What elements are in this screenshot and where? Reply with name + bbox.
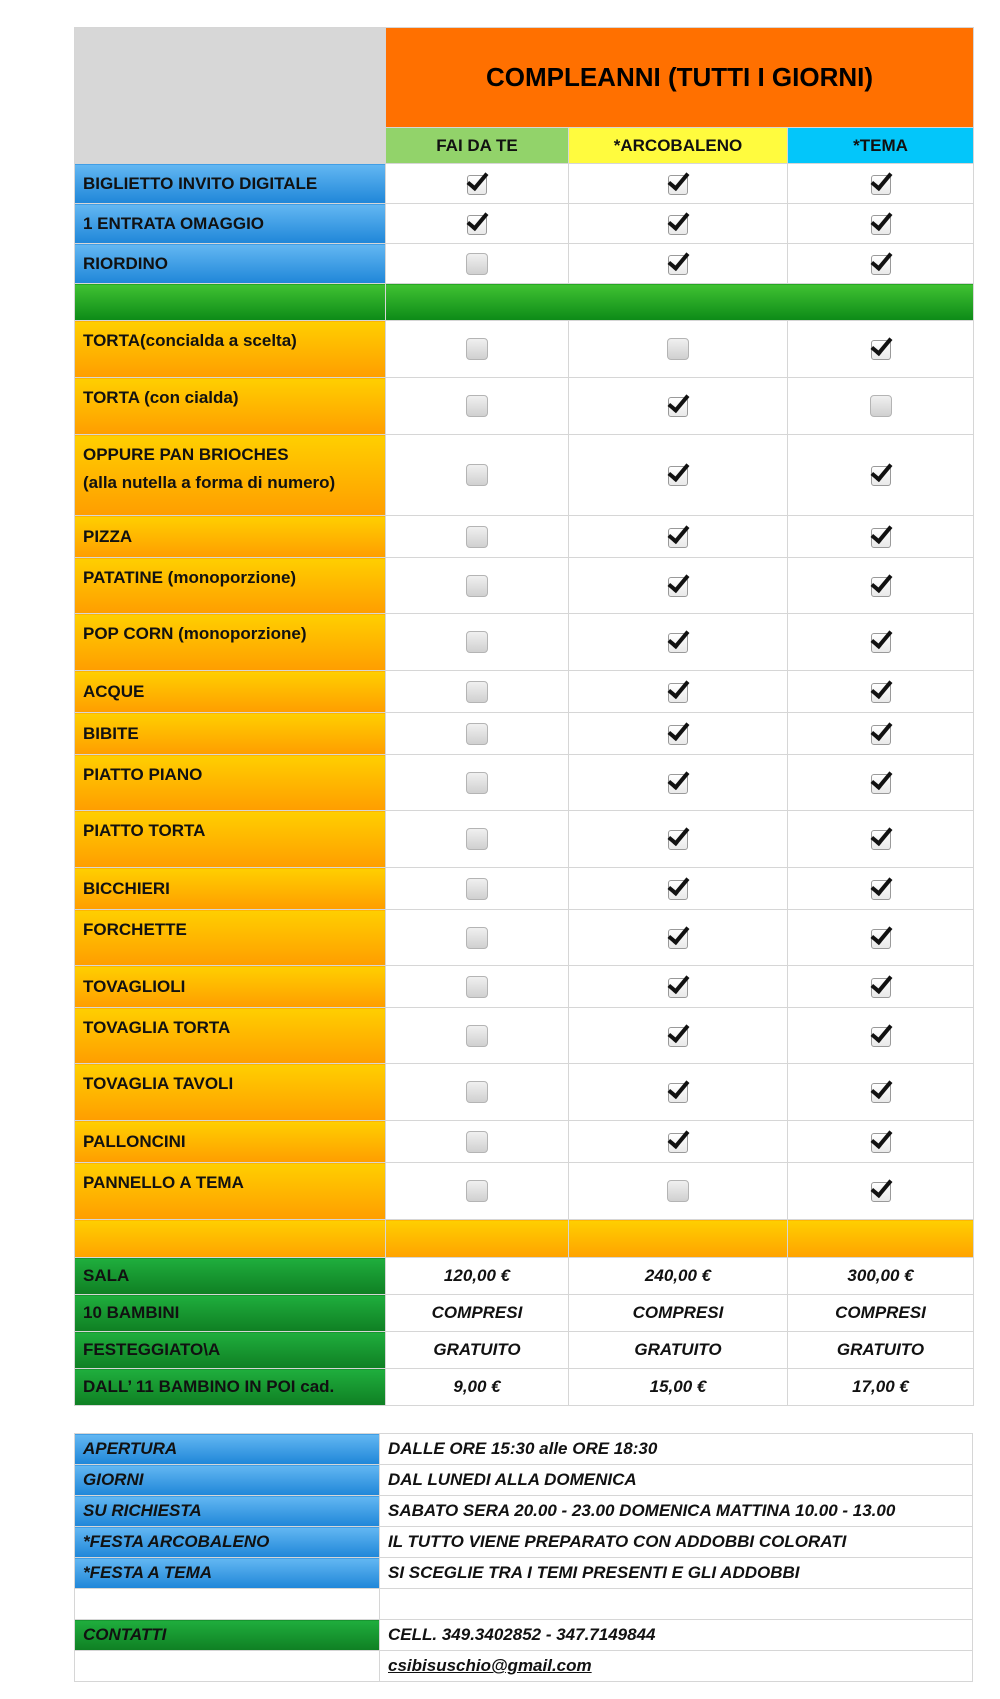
check-cell: [569, 204, 788, 244]
check-cell: [569, 378, 788, 435]
check-cell: [569, 868, 788, 910]
checkmark-icon[interactable]: [870, 464, 892, 486]
check-cell: [788, 671, 974, 713]
band-cell: [75, 284, 386, 321]
row-label: [75, 1064, 386, 1121]
check-cell: [788, 811, 974, 868]
check-cell: [386, 966, 569, 1008]
check-cell: [569, 713, 788, 755]
check-cell: [386, 1163, 569, 1220]
festa-arcobaleno-label: *FESTA ARCOBALENO: [75, 1527, 380, 1558]
check-cell: [569, 671, 788, 713]
band-cell: [386, 284, 974, 321]
check-cell: [788, 244, 974, 284]
table-row: [75, 378, 974, 435]
table-row: [75, 164, 974, 204]
empty-checkbox-icon[interactable]: [667, 338, 689, 360]
check-cell: [788, 1121, 974, 1163]
apertura-label: APERTURA: [75, 1434, 380, 1465]
checkmark-icon[interactable]: [870, 631, 892, 653]
row-label-text: POP CORN (monoporzione): [83, 624, 307, 643]
check-cell: [386, 321, 569, 378]
table-row: [75, 1163, 974, 1220]
row-label-text: TOVAGLIA TORTA: [83, 1018, 231, 1037]
checkmark-icon[interactable]: [870, 828, 892, 850]
checkmark-icon[interactable]: [870, 173, 892, 195]
price-value: 17,00 €: [788, 1369, 974, 1406]
empty-checkbox-icon[interactable]: [466, 927, 488, 949]
row-label: [75, 713, 386, 755]
giorni-value: DAL LUNEDI ALLA DOMENICA: [380, 1465, 973, 1496]
empty-checkbox-icon[interactable]: [466, 526, 488, 548]
row-label: [75, 671, 386, 713]
row-label-text: OPPURE PAN BRIOCHES: [83, 445, 289, 464]
pricing-table-container: [74, 27, 973, 1406]
band-cell: [569, 1220, 788, 1258]
check-cell: [386, 755, 569, 811]
empty-checkbox-icon[interactable]: [466, 253, 488, 275]
check-cell: [569, 1008, 788, 1064]
row-label-text: BICCHIERI: [83, 878, 170, 898]
checkmark-icon[interactable]: [667, 526, 689, 548]
check-cell: [569, 614, 788, 671]
price-row: [75, 1295, 974, 1332]
check-cell: [386, 558, 569, 614]
row-label: [75, 910, 386, 966]
check-cell: [569, 558, 788, 614]
row-label-text: PALLONCINI: [83, 1131, 186, 1151]
check-cell: [788, 868, 974, 910]
row-label: [75, 558, 386, 614]
empty-checkbox-icon[interactable]: [667, 1180, 689, 1202]
checkmark-icon[interactable]: [870, 575, 892, 597]
check-cell: [788, 204, 974, 244]
empty-checkbox-icon[interactable]: [466, 976, 488, 998]
check-cell: [569, 516, 788, 558]
info-table: [74, 1433, 973, 1682]
check-cell: [569, 755, 788, 811]
row-label: [75, 435, 386, 516]
table-row: [75, 204, 974, 244]
check-cell: [788, 1008, 974, 1064]
check-cell: [569, 1163, 788, 1220]
empty-checkbox-icon[interactable]: [466, 878, 488, 900]
table-row: [75, 614, 974, 671]
checkmark-icon[interactable]: [667, 681, 689, 703]
checkmark-icon[interactable]: [667, 1081, 689, 1103]
checkmark-icon[interactable]: [466, 213, 488, 235]
check-cell: [788, 1064, 974, 1121]
check-cell: [788, 516, 974, 558]
check-cell: [788, 321, 974, 378]
check-cell: [386, 713, 569, 755]
su-richiesta-label: SU RICHIESTA: [75, 1496, 380, 1527]
apertura-value: DALLE ORE 15:30 alle ORE 18:30: [380, 1434, 973, 1465]
checkmark-icon[interactable]: [667, 575, 689, 597]
check-cell: [569, 321, 788, 378]
price-label: FESTEGGIATO\A: [75, 1332, 386, 1369]
row-label-text: TOVAGLIOLI: [83, 976, 186, 996]
checkmark-icon[interactable]: [870, 723, 892, 745]
row-label-text: PIATTO PIANO: [83, 765, 203, 784]
checkmark-icon[interactable]: [667, 927, 689, 949]
su-richiesta-value: SABATO SERA 20.00 - 23.00 DOMENICA MATTINA 10.00 - 13.00: [380, 1496, 973, 1527]
check-cell: [386, 204, 569, 244]
row-label: [75, 516, 386, 558]
checkmark-icon[interactable]: [870, 253, 892, 275]
empty-checkbox-icon[interactable]: [466, 723, 488, 745]
row-label-text: PIATTO TORTA: [83, 821, 206, 840]
page-title: COMPLEANNI (TUTTI I GIORNI): [386, 28, 974, 128]
column-header-tema: *TEMA: [788, 128, 974, 164]
check-cell: [386, 244, 569, 284]
row-label: [75, 966, 386, 1008]
check-cell: [569, 164, 788, 204]
checkmark-icon[interactable]: [667, 723, 689, 745]
row-label-text: PATATINE (monoporzione): [83, 568, 297, 587]
table-row: [75, 435, 974, 516]
checkmark-icon[interactable]: [870, 772, 892, 794]
row-label-text: PIZZA: [83, 526, 133, 546]
row-label: [75, 378, 386, 435]
check-cell: [788, 558, 974, 614]
check-cell: [569, 244, 788, 284]
row-label: [75, 811, 386, 868]
row-label: [75, 755, 386, 811]
checkmark-icon[interactable]: [870, 976, 892, 998]
table-row: [75, 1064, 974, 1121]
contatti-label: CONTATTI: [75, 1620, 380, 1651]
table-row: [75, 713, 974, 755]
table-row: [75, 244, 974, 284]
empty-info-cell: [75, 1589, 380, 1620]
check-cell: [569, 910, 788, 966]
price-value: GRATUITO: [386, 1332, 569, 1369]
row-label-text: FORCHETTE: [83, 920, 187, 939]
band-cell: [788, 1220, 974, 1258]
row-label-text: PANNELLO A TEMA: [83, 1173, 244, 1192]
table-row: [75, 966, 974, 1008]
festa-arcobaleno-value: IL TUTTO VIENE PREPARATO CON ADDOBBI COLORATI: [380, 1527, 973, 1558]
checkmark-icon[interactable]: [667, 1131, 689, 1153]
checkmark-icon[interactable]: [466, 173, 488, 195]
column-header-arcobaleno: *ARCOBALENO: [569, 128, 788, 164]
checkmark-icon[interactable]: [667, 878, 689, 900]
empty-checkbox-icon[interactable]: [466, 395, 488, 417]
empty-checkbox-icon[interactable]: [466, 681, 488, 703]
column-header-fai-da-te: FAI DA TE: [386, 128, 569, 164]
empty-checkbox-icon[interactable]: [466, 828, 488, 850]
table-row: [75, 1121, 974, 1163]
row-label-subtext: (alla nutella a forma di numero): [83, 473, 336, 492]
row-label: [75, 614, 386, 671]
price-value: COMPRESI: [386, 1295, 569, 1332]
empty-checkbox-icon[interactable]: [466, 575, 488, 597]
empty-checkbox-icon[interactable]: [466, 338, 488, 360]
checkmark-icon[interactable]: [667, 253, 689, 275]
check-cell: [386, 910, 569, 966]
checkmark-icon[interactable]: [667, 828, 689, 850]
table-row: [75, 321, 974, 378]
price-label: 10 BAMBINI: [75, 1295, 386, 1332]
row-label-text: ACQUE: [83, 681, 145, 701]
check-cell: [569, 1064, 788, 1121]
contatti-value: CELL. 349.3402852 - 347.7149844: [380, 1620, 973, 1651]
table-row: [75, 868, 974, 910]
price-row: [75, 1369, 974, 1406]
info-section: [74, 1433, 973, 1682]
empty-checkbox-icon[interactable]: [870, 395, 892, 417]
empty-checkbox-icon[interactable]: [466, 1025, 488, 1047]
check-cell: [788, 755, 974, 811]
festa-a-tema-value: SI SCEGLIE TRA I TEMI PRESENTI E GLI ADDOBBI: [380, 1558, 973, 1589]
table-row: [75, 1008, 974, 1064]
price-value: 15,00 €: [569, 1369, 788, 1406]
check-cell: [788, 966, 974, 1008]
separator-band: [75, 284, 974, 321]
checkmark-icon[interactable]: [667, 173, 689, 195]
row-label: RIORDINO: [75, 244, 386, 284]
checkmark-icon[interactable]: [870, 1131, 892, 1153]
festa-a-tema-label: *FESTA A TEMA: [75, 1558, 380, 1589]
empty-checkbox-icon[interactable]: [466, 1081, 488, 1103]
row-label: [75, 868, 386, 910]
check-cell: [386, 1008, 569, 1064]
row-label-text: TORTA(concialda a scelta): [83, 331, 297, 350]
table-row: [75, 558, 974, 614]
checkmark-icon[interactable]: [667, 395, 689, 417]
check-cell: [569, 1121, 788, 1163]
checkmark-icon[interactable]: [667, 1025, 689, 1047]
empty-checkbox-icon[interactable]: [466, 464, 488, 486]
checkmark-icon[interactable]: [870, 213, 892, 235]
giorni-label: GIORNI: [75, 1465, 380, 1496]
check-cell: [569, 811, 788, 868]
check-cell: [788, 378, 974, 435]
row-label: [75, 321, 386, 378]
check-cell: [386, 1121, 569, 1163]
table-row: [75, 516, 974, 558]
separator-band: [75, 1220, 974, 1258]
checkmark-icon[interactable]: [870, 1081, 892, 1103]
price-value: 9,00 €: [386, 1369, 569, 1406]
price-value: 300,00 €: [788, 1258, 974, 1295]
check-cell: [788, 910, 974, 966]
checkmark-icon[interactable]: [667, 772, 689, 794]
price-label: SALA: [75, 1258, 386, 1295]
check-cell: [386, 164, 569, 204]
row-label: 1 ENTRATA OMAGGIO: [75, 204, 386, 244]
row-label-text: BIBITE: [83, 723, 139, 743]
price-value: COMPRESI: [569, 1295, 788, 1332]
empty-checkbox-icon[interactable]: [466, 772, 488, 794]
empty-info-cell: [75, 1651, 380, 1682]
checkmark-icon[interactable]: [667, 464, 689, 486]
empty-checkbox-icon[interactable]: [466, 631, 488, 653]
checkmark-icon[interactable]: [870, 1025, 892, 1047]
table-row: [75, 671, 974, 713]
row-label-text: TORTA (con cialda): [83, 388, 239, 407]
table-row: [75, 910, 974, 966]
band-cell: [386, 1220, 569, 1258]
check-cell: [569, 435, 788, 516]
row-label: [75, 1008, 386, 1064]
check-cell: [386, 811, 569, 868]
check-cell: [386, 435, 569, 516]
check-cell: [386, 868, 569, 910]
pricing-table: [74, 27, 974, 1406]
price-value: 120,00 €: [386, 1258, 569, 1295]
check-cell: [386, 614, 569, 671]
price-value: GRATUITO: [569, 1332, 788, 1369]
row-label: [75, 1163, 386, 1220]
row-label: [75, 1121, 386, 1163]
price-row: [75, 1258, 974, 1295]
checkmark-icon[interactable]: [870, 526, 892, 548]
empty-checkbox-icon[interactable]: [466, 1131, 488, 1153]
table-row: [75, 811, 974, 868]
check-cell: [788, 164, 974, 204]
check-cell: [788, 614, 974, 671]
check-cell: [386, 1064, 569, 1121]
price-row: [75, 1332, 974, 1369]
checkmark-icon[interactable]: [870, 1180, 892, 1202]
checkmark-icon[interactable]: [870, 927, 892, 949]
check-cell: [569, 966, 788, 1008]
check-cell: [788, 1163, 974, 1220]
check-cell: [788, 435, 974, 516]
price-value: GRATUITO: [788, 1332, 974, 1369]
table-row: [75, 755, 974, 811]
checkmark-icon[interactable]: [667, 976, 689, 998]
checkmark-icon[interactable]: [870, 681, 892, 703]
check-cell: [386, 516, 569, 558]
band-cell: [75, 1220, 386, 1258]
checkmark-icon[interactable]: [667, 631, 689, 653]
row-label: BIGLIETTO INVITO DIGITALE: [75, 164, 386, 204]
checkmark-icon[interactable]: [870, 878, 892, 900]
empty-checkbox-icon[interactable]: [466, 1180, 488, 1202]
row-label-text: TOVAGLIA TAVOLI: [83, 1074, 234, 1093]
check-cell: [386, 378, 569, 435]
price-value: COMPRESI: [788, 1295, 974, 1332]
price-value: 240,00 €: [569, 1258, 788, 1295]
corner-cell: [75, 28, 386, 164]
check-cell: [386, 671, 569, 713]
checkmark-icon[interactable]: [870, 338, 892, 360]
email-link[interactable]: csibisuschio@gmail.com: [380, 1651, 973, 1682]
check-cell: [788, 713, 974, 755]
checkmark-icon[interactable]: [667, 213, 689, 235]
price-label: DALL’ 11 BAMBINO IN POI cad.: [75, 1369, 386, 1406]
empty-info-cell: [380, 1589, 973, 1620]
